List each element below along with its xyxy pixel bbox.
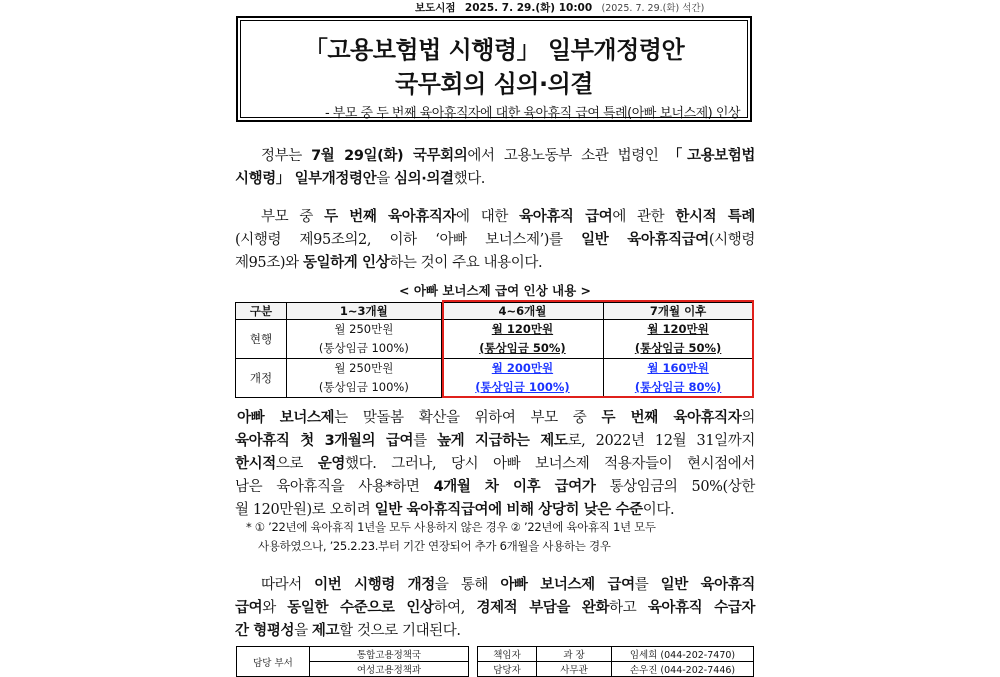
table-row-current [236, 320, 753, 359]
bonus-comparison-table [235, 302, 753, 398]
table-title: < 아빠 보너스제 급여 인상 내용 > [399, 283, 591, 298]
header-months-7-plus: 7개월 이후 [604, 303, 753, 320]
release-info [415, 0, 704, 15]
header-months-1-3: 1~3개월 [287, 303, 442, 320]
footnote [246, 518, 756, 556]
title-line2: 국무회의 심의·의결 [395, 70, 593, 98]
para4-line2: 급여와 동일한 수준으로 인상하여, 경제적 부담을 완화하고 육아휴직 수급자 [235, 600, 755, 616]
contact-row-1 [237, 647, 754, 662]
header-months-4-6: 4~6개월 [441, 303, 603, 320]
contact-person-1: 임세희 (044-202-7470) [612, 647, 754, 662]
para4-line3: 간 형평성을 제고할 것으로 기대된다. [235, 623, 461, 639]
contact-role-1: 책임자 [478, 647, 537, 662]
title-box [236, 16, 752, 122]
contact-title-2: 사무관 [537, 662, 612, 677]
revised-months-7-plus: 월 160만원 (통상임금 80%) [604, 359, 753, 398]
para3-line1: 아빠 보너스제는 맞돌봄 확산을 위하여 부모 중 두 번째 육아휴직자의 [237, 410, 755, 426]
current-months-1-3: 월 250만원 (통상임금 100%) [287, 320, 442, 359]
row-label-current: 현행 [236, 320, 287, 359]
para1-line1: 정부는 7월 29일(화) 국무회의에서 고용노동부 소관 법령인 「고용보험법 [261, 148, 755, 164]
contact-table [236, 646, 754, 677]
subtitle: - 부모 중 두 번째 육아휴직자에 대한 육아휴직 급여 특례(아빠 보너스제) 인상 [324, 106, 740, 121]
release-alt: (2025. 7. 29.(화) 석간) [601, 3, 705, 14]
contact-row-2 [237, 662, 754, 677]
para2-line1: 부모 중 두 번째 육아휴직자에 대한 육아휴직 급여에 관한 한시적 특례 [261, 209, 755, 225]
contact-gap [469, 647, 478, 677]
current-months-4-6: 월 120만원 (통상임금 50%) [441, 320, 603, 359]
row-label-revised: 개정 [236, 359, 287, 398]
table-header-row [236, 303, 753, 320]
revised-months-4-6: 월 200만원 (통상임금 100%) [441, 359, 603, 398]
contact-dept-1: 통합고용정책국 [310, 647, 469, 662]
para4-line1: 따라서 이번 시행령 개정을 통해 아빠 보너스제 급여를 일반 육아휴직 [261, 577, 755, 593]
paragraph-4 [235, 574, 755, 643]
footnote-line2: 사용하였으나, ’25.2.23.부터 기간 연장되어 추가 6개월을 사용하는 경우 [258, 539, 611, 553]
para3-line2: 육아휴직 첫 3개월의 급여를 높게 지급하는 제도로, 2022년 12월 31일까지 [235, 433, 755, 449]
release-datetime: 2025. 7. 29.(화) 10:00 [464, 2, 593, 14]
contact-role-2: 담당자 [478, 662, 537, 677]
para3-line5: 월 120만원)로 오히려 일반 육아휴직급여에 비해 상당히 낮은 수준이다. [235, 502, 675, 518]
para2-line2: (시행령 제95조의2, 이하 ‘아빠 보너스제’)를 일반 육아휴직급여(시행령 [235, 232, 755, 248]
header-category: 구분 [236, 303, 287, 320]
title-line1: 「고용보험법 시행령」 일부개정령안 [303, 36, 685, 64]
revised-months-1-3: 월 250만원 (통상임금 100%) [287, 359, 442, 398]
footnote-line1: * ① ’22년에 육아휴직 1년을 모두 사용하지 않은 경우 ② ’22년에 육아휴직 1년 모두 [246, 520, 656, 534]
contact-dept-2: 여성고용정책과 [310, 662, 469, 677]
contact-person-2: 손우진 (044-202-7446) [612, 662, 754, 677]
release-label: 보도시점 [415, 2, 456, 14]
current-months-7-plus: 월 120만원 (통상임금 50%) [604, 320, 753, 359]
para3-line4: 남은 육아휴직을 사용*하면 4개월 차 이후 급여가 통상임금의 50%(상한 [235, 479, 756, 495]
para1-line2: 시행령」 일부개정령안을 심의·의결했다. [235, 171, 486, 187]
paragraph-3 [235, 407, 755, 522]
table-row-revised [236, 359, 753, 398]
paragraph-2 [235, 206, 755, 275]
para2-line3: 제95조)와 동일하게 인상하는 것이 주요 내용이다. [235, 255, 543, 271]
paragraph-1 [235, 145, 755, 191]
contact-dept-label: 담당 부서 [237, 647, 310, 677]
contact-title-1: 과 장 [537, 647, 612, 662]
para3-line3: 한시적으로 운영했다. 그러나, 당시 아빠 보너스제 적용자들이 현시점에서 [235, 456, 755, 472]
